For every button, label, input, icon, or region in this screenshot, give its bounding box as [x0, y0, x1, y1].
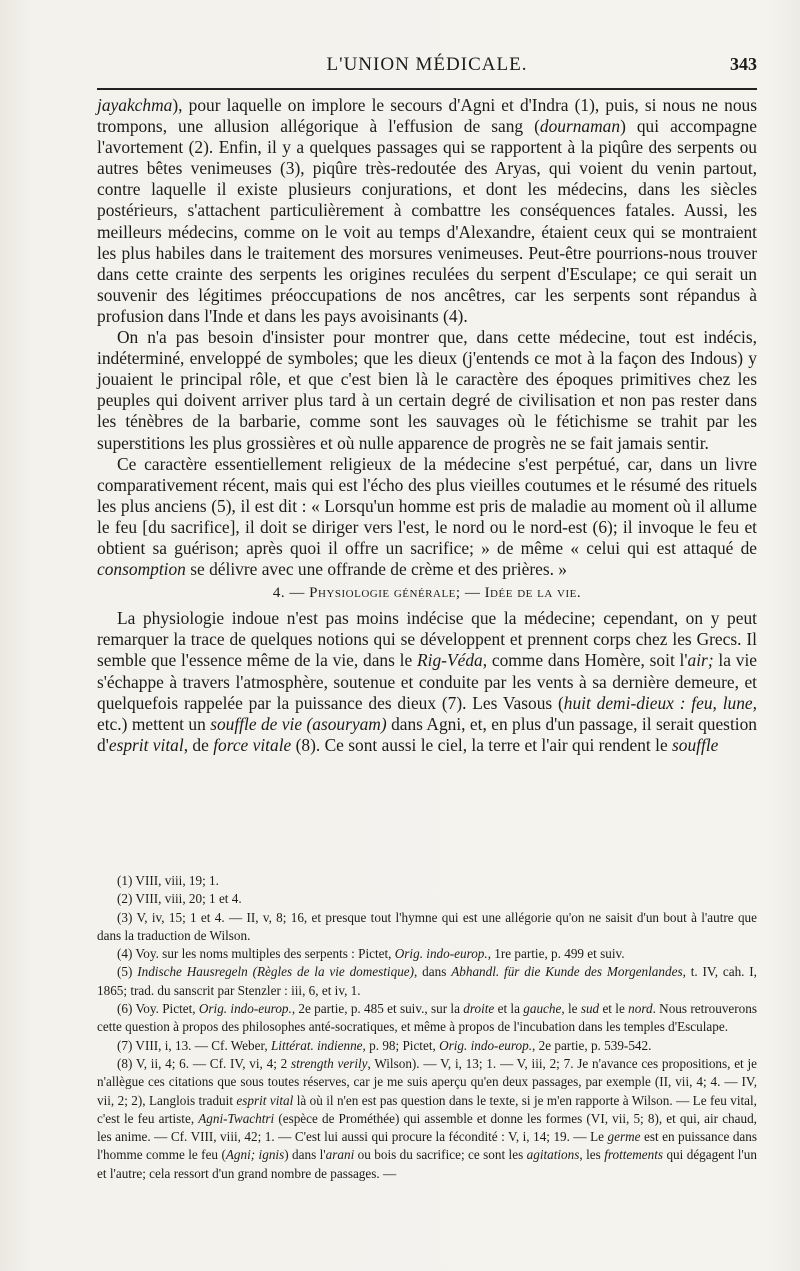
section-heading: 4. — Physiologie générale; — Idée de la vie. — [272, 585, 582, 602]
main-text — [97, 95, 757, 756]
running-title: L'UNION MÉDICALE. — [326, 54, 528, 75]
paragraph-2: On n'a pas besoin d'insister pour montrer que, dans cette médecine, tout est indécis, indéterminé, enveloppé de symboles; que les dieux (j'entends ce mot à la façon des Indous) y jouaient le principal rôle, et que c'est bien là le caractère des époques primitives chez les peuples qui doivent arriver plus tard à un certain degré de civilisation et non pas rester dans les ténèbres de la barbarie, comme sont les sauvages où le fétichisme se trahit par les superstitions les plus grossières et où nulle apparence de progrès ne se fait jamais sentir. — [97, 327, 757, 453]
footnote-4: (4) Voy. sur les noms multiples des serpents : Pictet, Orig. indo-europ., 1re partie, p. 499 et suiv. — [117, 946, 625, 962]
footnote-2: (2) VIII, viii, 20; 1 et 4. — [117, 891, 242, 907]
footnote-7: (7) VIII, i, 13. — Cf. Weber, Littérat. indienne, p. 98; Pictet, Orig. indo-europ., 2e partie, p. 539-542. — [117, 1037, 652, 1053]
footnote-5: (5) Indische Hausregeln (Règles de la vie domestique), dans Abhandl. für die Kunde des Morgenlandes, t. IV, cah. I, 1865; trad. du sanscrit par Stenzler : iii, 6, et iv, 1. — [97, 964, 757, 998]
footnote-1: (1) VIII, viii, 19; 1. — [117, 873, 219, 888]
footnote-6: (6) Voy. Pictet, Orig. indo-europ., 2e partie, p. 485 et suiv., sur la droite et la gauche, le sud et le nord. Nous retrouverons cette question à propos des philosophes anté-socratiques, et même à propos de l'incubation dans les temples d'Esculape. — [97, 1001, 757, 1035]
footnotes — [97, 872, 757, 1183]
page-number: 343 — [730, 54, 757, 74]
footnote-8: (8) V, ii, 4; 6. — Cf. IV, vi, 4; 2 strength verily, Wilson). — V, i, 13; 1. — V, iii, 2; 7. Je n'avance ces propositions, et je n'allègue ces citations que sous toutes réserves, car je me suis aperçu qu'en deux passages, par exemple (II, vii, 4; 4. — IV, vii, 2; 2), Langlois traduit esprit vital là où il n'en est pas question dans le texte, si je m'en rapporte à Wilson. — Le feu vital, c'est le feu artiste, Agni-Twachtri (espèce de Prométhée) qui assemble et donne les formes (VI, vii, 5; 8), et qui, air chaud, les anime. — Cf. VIII, viii, 42; 1. — C'est lui aussi qui procure la fécondité : V, i, 14; 19. — Le germe est en puissance dans l'homme comme le feu (Agni; ignis) dans l'arani ou bois du sacrifice; ce sont les agitations, les frottements qui dégagent l'un et l'autre; cela ressort d'un grand nombre de passages. — — [97, 1055, 757, 1181]
paragraph-1: jayakchma), pour laquelle on implore le secours d'Agni et d'Indra (1), puis, si nous ne nous trompons, une allusion allégorique à l'effusion de sang (dournaman) qui accompagne l'avortement (2). Enfin, il y a quelques passages qui se rapportent à la piqûre des serpents ou autres bêtes venimeuses (3), piqûre très-redoutée des Aryas, qui voient du venin partout, contre laquelle il existe plusieurs conjurations, et dont les médecins, dans les siècles postérieurs, s'attachent particulièrement à combattre les conséquences fatales. Aussi, les meilleurs médecins, comme on le voit au temps d'Alexandre, étaient ceux qui se montraient les plus habiles dans le traitement des morsures venimeuses. Peut-être pourrions-nous trouver dans cette crainte des serpents les origines reculées du serpent d'Esculape; ce qui serait un souvenir des légitimes préoccupations de nos ancêtres, car les serpents sont répandus à profusion dans l'Inde et dans les pays avoisinants (4). — [97, 95, 757, 326]
page-header — [97, 54, 757, 82]
paragraph-4: La physiologie indoue n'est pas moins indécise que la médecine; cependant, on y peut remarquer la trace de quelques notions qui se développent et prennent corps chez les Grecs. Il semble que l'essence même de la vie, dans le Rig-Véda, comme dans Homère, soit l'air; la vie s'échappe à travers l'atmosphère, soutenue et conduite par les vents à sa dernière demeure, et quelquefois rappelée par la puissance des dieux (7). Les Vasous (huit demi-dieux : feu, lune, etc.) mettent un souffle de vie (asouryam) dans Agni, et, en plus d'un passage, il serait question d'esprit vital, de force vitale (8). Ce sont aussi le ciel, la terre et l'air qui rendent le souffle — [97, 608, 758, 755]
paragraph-3: Ce caractère essentiellement religieux de la médecine s'est perpétué, car, dans un livre comparativement récent, mais qui est l'écho des plus vieilles coutumes et le résumé des rituels les plus anciens (5), il est dit : « Lorsqu'un homme est pris de maladie au moment où il allume le feu [du sacrifice], il doit se diriger vers l'est, le nord ou le nord-est (6); il invoque le feu et obtient sa guérison; après quoi il offre un sacrifice; » de même « celui qui est attaqué de consomption se délivre avec une offrande de crème et des prières. » — [97, 453, 757, 580]
footnote-3: (3) V, iv, 15; 1 et 4. — II, v, 8; 16, et presque tout l'hymne qui est une allégorie qu'on ne saisit d'un bout à l'autre que dans la traduction de Wilson. — [97, 909, 757, 943]
header-rule — [97, 88, 757, 90]
